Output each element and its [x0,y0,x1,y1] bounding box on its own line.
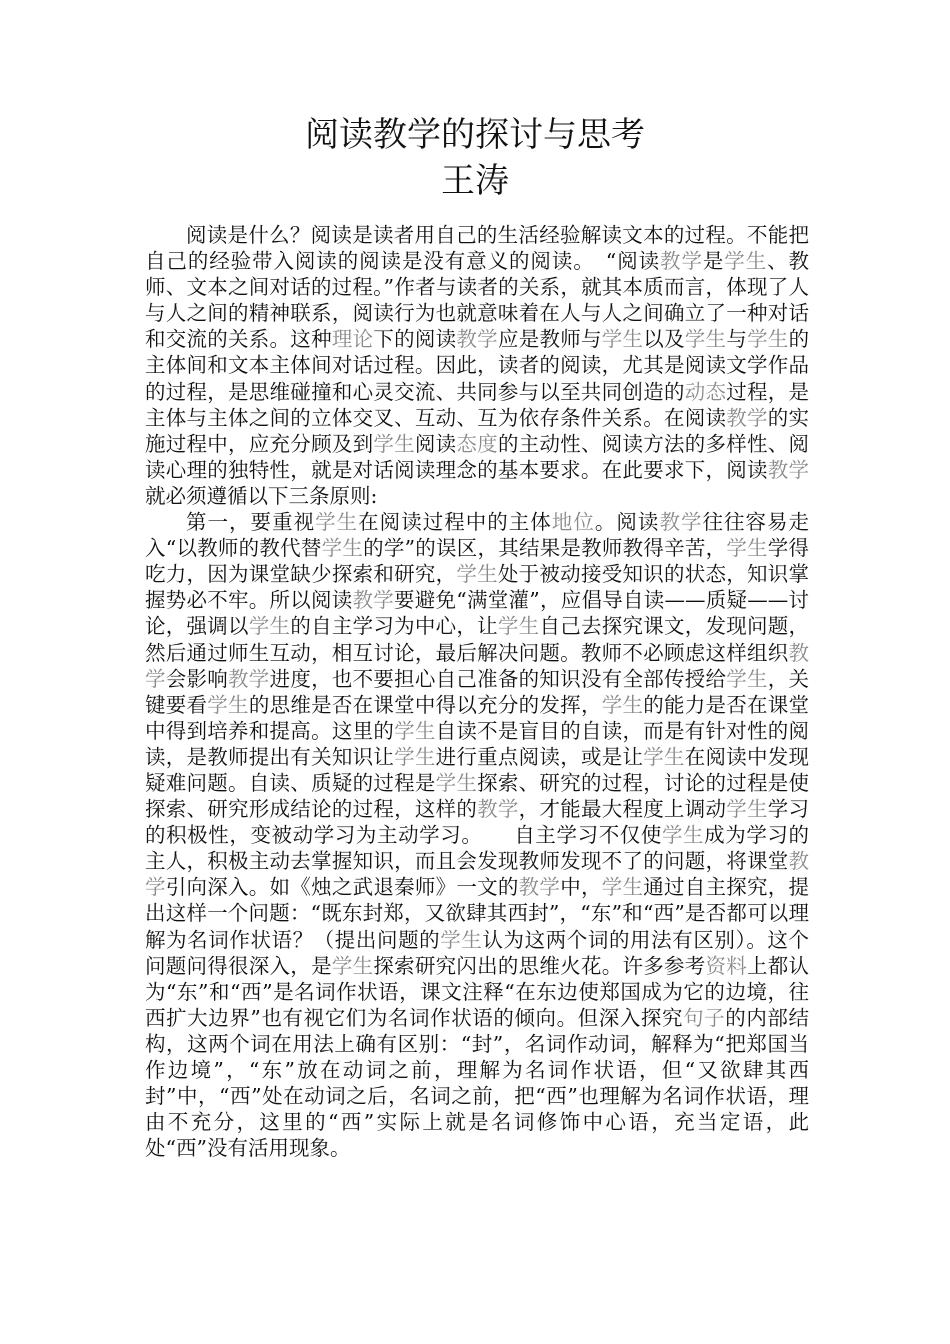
text-run: 、教师、文本之间对话的过程。”作者与读者的关系，就其本质而言，体现了人与人之间的精神联系，阅读行为也就意味着在人与人之间确立了一种对话和交流的关系。这种 [145,249,810,352]
text-run: 学得吃力，因为课堂缺少探索和研究， [145,536,810,587]
keyword-link[interactable]: 学生 [207,692,249,717]
text-run: 往往容易走入“以教师的教代替 [145,510,810,561]
keyword-link[interactable]: 教学 [352,588,395,613]
text-run: 的学”的误区，其结果是教师教得辛苦， [363,536,727,561]
keyword-link[interactable]: 教学 [228,666,270,691]
keyword-link[interactable]: 教学 [767,457,810,482]
text-run: 的主动性、阅读方法的多样性、阅读心理的独特性，就是对话阅读理念的基本要求。在此要求下，阅读 [145,431,810,482]
text-run: 在阅读过程中的主体 [358,510,552,535]
keyword-link[interactable]: 教学 [726,405,768,430]
text-run: 。阅读 [594,510,660,535]
keyword-link[interactable]: 学生 [726,797,768,822]
text-run: 过程，是主体与主体之间的立体交叉、互动、互为依存条件关系。在阅读 [145,379,810,430]
keyword-link[interactable]: 教学 [518,875,561,900]
paragraph [145,509,809,1161]
keyword-link[interactable]: 学生 [724,249,768,274]
keyword-link[interactable]: 学生 [315,510,359,535]
keyword-link[interactable]: 教学 [456,327,498,352]
keyword-link[interactable]: 句子 [683,1005,726,1030]
keyword-link[interactable]: 学生 [726,666,768,691]
keyword-link[interactable]: 教学 [145,849,809,900]
keyword-link[interactable]: 学生 [726,536,768,561]
keyword-link[interactable]: 学生 [684,327,727,352]
keyword-link[interactable]: 学生 [456,562,498,587]
text-run: 处于被动接受知识的状态，知识掌握势必不牢。所以阅读 [145,562,810,613]
text-run: 阅读 [414,431,457,456]
page-title: 阅读教学的探讨与思考 [305,115,645,155]
text-run: 会影响 [165,666,229,691]
keyword-link[interactable]: 学生 [661,823,705,848]
text-run: 的思维是否在课堂中得以充分的发挥， [248,692,602,717]
text-run: 应是教师与 [497,327,602,352]
keyword-link[interactable]: 教学 [660,249,703,274]
text-run: 的主体间和文本主体间对话过程。因此，读者的阅读，尤其是阅读文学作品的过程，是思维碰撞和心灵交流、共同参与以至共同创造的 [145,327,810,404]
text-run: 中， [560,875,602,900]
text-run: 阅读是什么？阅读是读者用自己的生活经验解读文本的过程。不能把自己的经验带入阅读的阅读是没有意义的阅读。 “阅读 [145,223,809,274]
paragraph [145,222,809,509]
keyword-link[interactable]: 学生 [643,744,685,769]
text-run: 与 [726,327,748,352]
text-run: 探索、研究的过程，讨论的过程是使探索、研究形成结论的过程，这样的 [145,770,810,822]
text-run: 的能力是否在课堂中得到培养和提高。这里的 [145,692,810,743]
keyword-link[interactable]: 教学 [659,510,703,535]
text-run: 的实施过程中，应充分顾及到 [145,405,810,456]
text-run: 进度，也不要担心自己准备的知识没有全部传授给 [269,666,727,691]
keyword-link[interactable]: 教学 [145,640,809,691]
keyword-link[interactable]: 学生 [747,327,789,352]
keyword-link[interactable]: 教学 [477,797,519,822]
text-run: 学习的积极性，变被动学习为主动学习。 自主学习不仅使 [145,797,810,848]
keyword-link[interactable]: 学生 [373,431,415,456]
text-run: 上都认为“东”和“西”是名词作状语，课文注释“在东边使郑国成为它的边境，往西扩大边界”也有视它们为名词作状语的倾向。但深入探究 [145,953,810,1030]
keyword-link[interactable]: 学生 [331,953,374,978]
text-run: 探索研究闪出的思维火花。许多参考 [373,953,706,978]
text-run: 就必须遵循以下三条原则: [145,483,378,508]
keyword-link[interactable]: 地位 [551,510,595,535]
text-run: 引向深入。如《烛之武退秦师》一文的 [165,875,519,900]
text-run: 是 [702,249,725,274]
keyword-link[interactable]: 动态 [684,379,727,404]
text-run: 的内部结构，这两个词在用法上确有区别：“封”，名词作动词，解释为“把郑国当作边境”，“东”放在动词之前，理解为名词作状语，但“又欲肆其西封”中，“西”处在动词之后，名词之前，把“西”也理解为名词作状语，理由不充分，这里的“西”实际上就是名词修饰中心语，充当定语，此处“西”没有活用现象。 [145,1005,810,1161]
text-run: 第一，要重视 [186,510,316,535]
text-run: 成为学习的主人，积极主动去掌握知识，而且会发现教师发现不了的问题，将课堂 [145,823,810,874]
keyword-link[interactable]: 学生 [601,692,644,717]
keyword-link[interactable]: 学生 [601,327,644,352]
text-run: 自读不是盲目的自读，而是有针对性的阅读，是教师提出有关知识让 [145,718,810,769]
text-run: 在阅读中发现疑难问题。自读、质疑的过程是 [145,744,810,795]
author-name: 王涛 [441,161,509,201]
keyword-link[interactable]: 学生 [601,875,644,900]
text-run: 要避免“满堂灌”，应倡导自读——质疑——讨论，强调以 [145,588,810,639]
keyword-link[interactable]: 学生 [321,536,364,561]
keyword-link[interactable]: 学生 [435,770,478,795]
text-run: 自己去探究课文，发现问题，然后通过师生互动，相互讨论，最后解决问题。教师不必顾虑这样组织 [145,614,810,665]
article-body [145,222,809,1161]
keyword-link[interactable]: 学生 [394,744,436,769]
text-run: 认为这两个词的用法有区别）。这个问题问得很深入，是 [145,927,810,978]
keyword-link[interactable]: 学生 [248,614,291,639]
text-run: ，关键要看 [145,666,810,717]
keyword-link[interactable]: 理论 [331,327,374,352]
keyword-link[interactable]: 学生 [497,614,540,639]
keyword-link[interactable]: 学生 [440,927,483,952]
text-run: 以及 [643,327,685,352]
text-run: ，才能最大程度上调动 [518,797,727,822]
text-run: 通过自主探究，提出这样一个问题：“既东封郑，又欲肆其西封”，“东”和“西”是否都可以理解为名词作状语？（提出问题的 [145,875,810,952]
keyword-link[interactable]: 态度 [456,431,498,456]
text-run: 下的阅读 [373,327,457,352]
keyword-link[interactable]: 学生 [394,718,436,743]
keyword-link[interactable]: 资料 [705,953,748,978]
text-run: 进行重点阅读，或是让 [435,744,644,769]
text-run: 的自主学习为中心，让 [290,614,498,639]
